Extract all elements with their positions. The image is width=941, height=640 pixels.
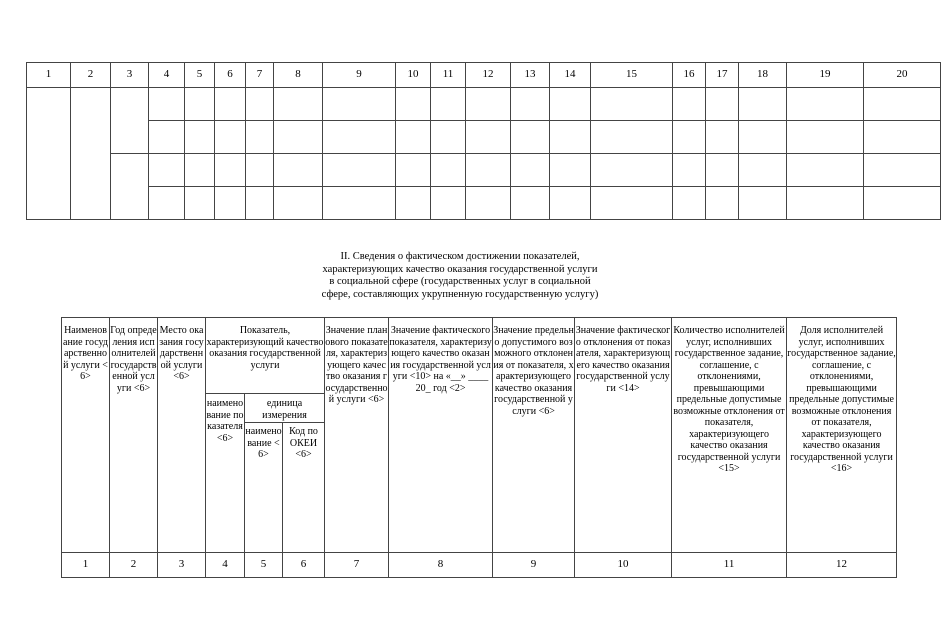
column-number: 12 [787,553,897,578]
table-cell[interactable] [323,88,396,121]
column-number-row [62,553,897,578]
table-cell[interactable] [550,121,591,154]
header-service-name: Наименование государственной услуги <6> [62,318,110,553]
table-cell[interactable] [215,187,246,220]
top-table-row [27,154,941,187]
table-cell[interactable] [591,154,673,187]
header-place: Место оказания государственной услуги <6> [158,318,206,553]
header-actual-deviation: Значение фактического отклонения от показателя, характеризующего качество оказания государственной услуги <14> [575,318,672,553]
column-number: 11 [672,553,787,578]
header-okei-code: Код по ОКЕИ <6> [283,423,325,553]
column-number: 6 [283,553,325,578]
table-cell[interactable] [864,121,941,154]
table-cell[interactable] [739,121,787,154]
table-cell[interactable] [591,88,673,121]
table-cell[interactable] [149,88,185,121]
table-cell[interactable] [739,88,787,121]
table-cell[interactable] [864,187,941,220]
top-col-number: 13 [511,63,550,88]
top-col-number: 19 [787,63,864,88]
table-cell[interactable] [215,121,246,154]
top-col-number: 3 [111,63,149,88]
table-cell[interactable] [673,88,706,121]
table-cell[interactable] [787,88,864,121]
header-year: Год определения исполнителей государственной услуги <6> [110,318,158,553]
header-indicator-group: Показатель, характеризующий качество оказания государственной услуги [206,318,325,394]
heading-line: в социальной сфере (государственных услуг в социальной [329,276,591,287]
column-number: 3 [158,553,206,578]
table-cell[interactable] [246,187,274,220]
column-number: 2 [110,553,158,578]
table-cell[interactable] [787,154,864,187]
table-cell[interactable] [466,121,511,154]
table-cell[interactable] [215,154,246,187]
top-col-number: 4 [149,63,185,88]
table-cell[interactable] [27,88,71,220]
table-cell[interactable] [323,187,396,220]
table-cell[interactable] [215,88,246,121]
table-cell[interactable] [706,154,739,187]
column-number: 9 [493,553,575,578]
table-cell[interactable] [431,187,466,220]
table-cell[interactable] [246,88,274,121]
section-heading [250,251,670,301]
top-col-number: 2 [71,63,111,88]
top-col-number: 7 [246,63,274,88]
quality-indicators-table [61,317,897,578]
table-cell[interactable] [274,88,323,121]
table-cell[interactable] [149,121,185,154]
table-cell[interactable] [323,154,396,187]
header-executors-share: Доля исполнителей услуг, исполнивших государственное задание, соглашение, с отклонениями, превышающими предельные допустимые возможные отклонения от показателя, характеризующего качество оказания государственной услуги <16> [787,318,897,553]
heading-line: характеризующих качество оказания государственной услуги [322,263,598,275]
table-cell[interactable] [246,121,274,154]
table-cell[interactable] [396,187,431,220]
header-unit-group: единица измерения [245,394,325,423]
top-col-number: 8 [274,63,323,88]
table-cell[interactable] [787,187,864,220]
table-cell[interactable] [396,121,431,154]
table-cell[interactable] [274,187,323,220]
heading-line: II. Сведения о фактическом достижении показателей, [340,251,580,262]
table-cell[interactable] [673,187,706,220]
table-cell[interactable] [550,154,591,187]
table-cell[interactable] [323,121,396,154]
table-cell[interactable] [396,88,431,121]
table-cell[interactable] [787,121,864,154]
top-col-number: 14 [550,63,591,88]
top-col-number: 18 [739,63,787,88]
header-row [62,318,897,394]
table-cell[interactable] [511,154,550,187]
top-col-number: 1 [27,63,71,88]
top-col-number: 20 [864,63,941,88]
top-col-number: 12 [466,63,511,88]
table-cell[interactable] [591,121,673,154]
table-cell[interactable] [739,154,787,187]
top-col-number: 16 [673,63,706,88]
top-col-number: 6 [215,63,246,88]
table-cell[interactable] [706,88,739,121]
table-cell[interactable] [274,154,323,187]
top-table-header-row [27,63,941,88]
table-cell[interactable] [274,121,323,154]
table-cell[interactable] [246,154,274,187]
table-cell[interactable] [185,154,215,187]
heading-line: сфере, составляющих укрупненную государственную услугу) [321,288,599,300]
header-unit-name: наименование <6> [245,423,283,553]
top-col-number: 15 [591,63,673,88]
top-col-number: 5 [185,63,215,88]
top-table-row [27,88,941,121]
header-planned-value: Значение планового показателя, характеризующего качество оказания государственной услуги <6> [325,318,389,553]
column-number: 1 [62,553,110,578]
top-col-number: 9 [323,63,396,88]
table-cell[interactable] [111,88,149,154]
table-cell[interactable] [706,187,739,220]
header-max-deviation: Значение предельно допустимого возможного отклонения от показателя, характеризующего качество оказания государственной услуги <6> [493,318,575,553]
table-cell[interactable] [511,121,550,154]
table-cell[interactable] [431,88,466,121]
table-cell[interactable] [466,187,511,220]
table-cell[interactable] [71,88,111,220]
header-indicator-name: наименование показателя <6> [206,394,245,553]
column-number: 7 [325,553,389,578]
table-cell[interactable] [185,88,215,121]
table-cell[interactable] [431,121,466,154]
table-cell[interactable] [591,187,673,220]
table-cell[interactable] [185,121,215,154]
table-cell[interactable] [149,154,185,187]
table-cell[interactable] [511,88,550,121]
table-cell[interactable] [111,154,149,220]
header-executors-count: Количество исполнителей услуг, исполнивших государственное задание, соглашение, с отклонениями, превышающими предельные допустимые возможные отклонения от показателя, характеризующего качество оказания государственной услуги <15> [672,318,787,553]
header-actual-value: Значение фактического показателя, характеризующего качество оказания государственной услуги <10> на «__» ____ 20_ год <2> [389,318,493,553]
table-cell[interactable] [550,187,591,220]
table-cell[interactable] [739,187,787,220]
table-cell[interactable] [466,154,511,187]
top-table [26,62,941,220]
table-cell[interactable] [550,88,591,121]
column-number: 10 [575,553,672,578]
top-table-row [27,121,941,154]
table-cell[interactable] [864,154,941,187]
table-cell[interactable] [396,154,431,187]
top-col-number: 11 [431,63,466,88]
top-table-row [27,187,941,220]
table-cell[interactable] [466,88,511,121]
table-cell[interactable] [673,121,706,154]
table-cell[interactable] [149,187,185,220]
table-cell[interactable] [431,154,466,187]
top-col-number: 10 [396,63,431,88]
table-cell[interactable] [706,121,739,154]
table-cell[interactable] [511,187,550,220]
column-number: 4 [206,553,245,578]
table-cell[interactable] [673,154,706,187]
top-col-number: 17 [706,63,739,88]
table-cell[interactable] [185,187,215,220]
column-number: 8 [389,553,493,578]
column-number: 5 [245,553,283,578]
table-cell[interactable] [864,88,941,121]
